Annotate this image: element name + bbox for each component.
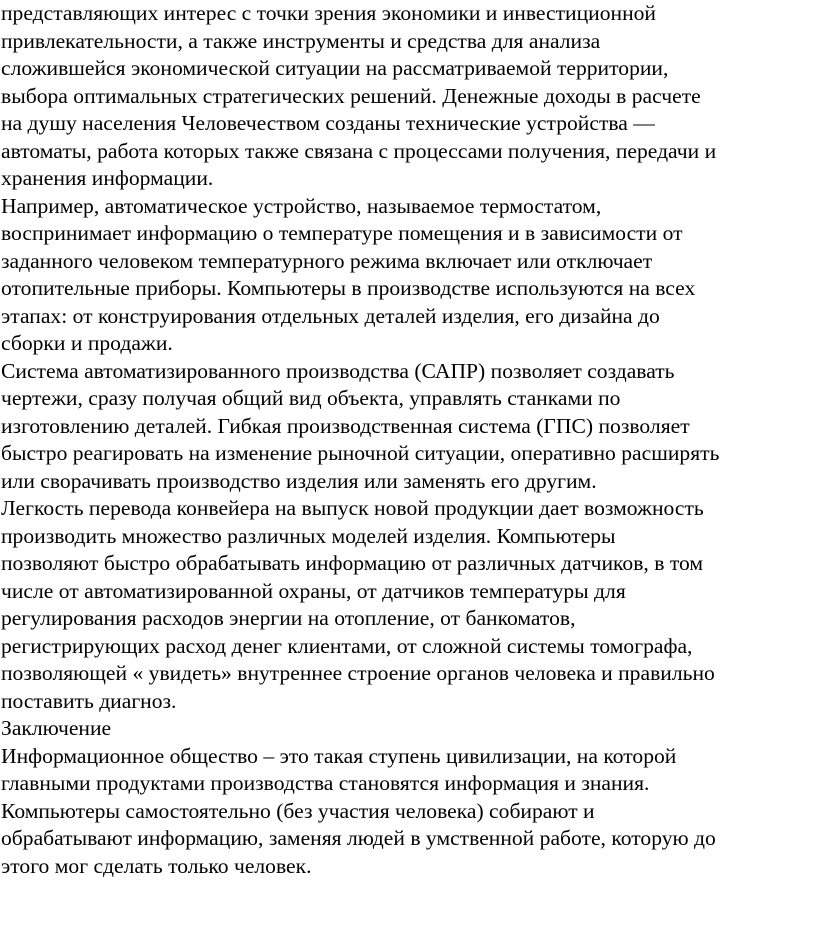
text-line: производить множество различных моделей изделия. Компьютеры: [1, 523, 616, 548]
text-line: отопительные приборы. Компьютеры в производстве используются на всех: [1, 276, 696, 300]
text-line: выбора оптимальных стратегических решений. Денежные доходы в расчете: [1, 83, 701, 108]
text-line: этого мог сделать только человек.: [1, 853, 312, 878]
text-line: регистрирующих расход денег клиентами, от сложной системы томографа,: [1, 633, 693, 658]
text-line: сборки и продажи.: [1, 331, 173, 355]
text-line: позволяют быстро обрабатывать информацию от различных датчиков, в том: [1, 551, 704, 575]
text-line: позволяющей « увидеть» внутреннее строение органов человека и правильно: [1, 661, 715, 685]
text-line: быстро реагировать на изменение рыночной ситуации, оперативно расширять: [1, 441, 720, 465]
text-line: этапах: от конструирования отдельных деталей изделия, его дизайна до: [1, 303, 660, 328]
text-line: автоматы, работа которых также связана с процессами получения, передачи и: [1, 138, 717, 163]
text-line: изготовлению деталей. Гибкая производственная система (ГПС) позволяет: [1, 413, 690, 438]
text-line: привлекательности, а также инструменты и средства для анализа: [1, 28, 601, 53]
text-line: хранения информации.: [1, 166, 214, 190]
text-line: представляющих интерес с точки зрения экономики и инвестиционной: [1, 1, 656, 25]
text-line: главными продуктами производства становятся информация и знания.: [1, 771, 650, 795]
text-line: Легкость перевода конвейера на выпуск новой продукции дает возможность: [1, 496, 704, 520]
text-line: сложившейся экономической ситуации на рассматриваемой территории,: [1, 56, 669, 80]
text-line: числе от автоматизированной охраны, от датчиков температуры для: [1, 578, 626, 603]
text-line: заданного человеком температурного режима включает или отключает: [1, 248, 653, 273]
text-line: поставить диагноз.: [1, 688, 177, 713]
text-line: воспринимает информацию о температуре помещения и в зависимости от: [1, 221, 683, 245]
text-line: или сворачивать производство изделия или заменять его другим.: [1, 468, 597, 493]
text-line: Система автоматизированного производства (САПР) позволяет создавать: [1, 358, 675, 383]
text-line: регулирования расходов энергии на отопление, от банкоматов,: [1, 606, 576, 630]
text-line: обрабатывают информацию, заменяя людей в умственной работе, которую до: [1, 826, 716, 850]
text-line: на душу населения Человечеством созданы технические устройства —: [1, 111, 655, 135]
text-line: Компьютеры самостоятельно (без участия человека) собирают и: [1, 798, 595, 823]
text-line: Например, автоматическое устройство, называемое термостатом,: [1, 193, 602, 218]
text-line: чертежи, сразу получая общий вид объекта, управлять станками по: [1, 386, 621, 410]
text-line: Информационное общество – это такая ступень цивилизации, на которой: [1, 743, 677, 768]
heading-conclusion: Заключение: [1, 716, 112, 740]
